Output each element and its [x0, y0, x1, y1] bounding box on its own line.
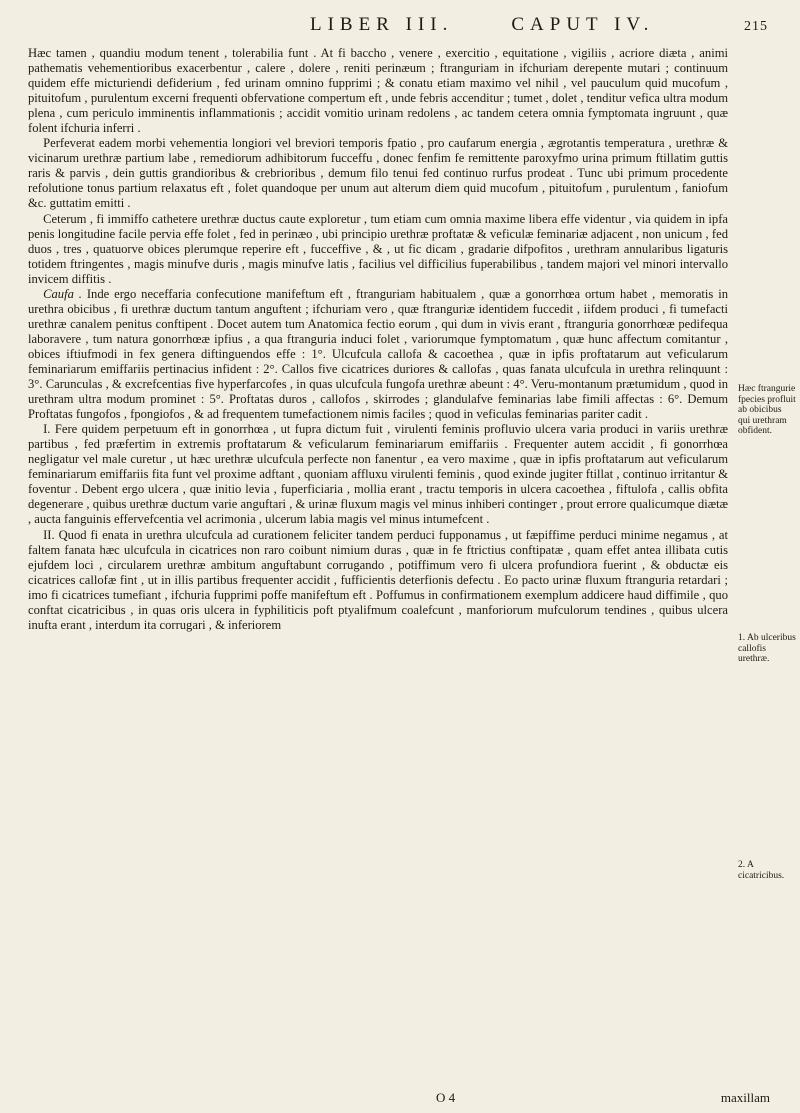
- paragraph-1: Hæc tamen , quandiu modum tenent , tolerabilia funt . At fi baccho , venere , exercitio , equitatione , vigiliis , acriore diæta , animi pathematis vehementioribus exacerbentur , calere , dolere , reniti perinæum ; ftranguriam in ifchuriam derepente mutari ; continuum quidem effe micturiendi defiderium , fed urinam omnino fupprimi ; & conatu etiam maximo vel nihil , vel pauculum quid mucofum , pituitofum , purulentum excerni frequenti obfervatione compertum eft , unde febris accenditur ; tumet , dolet , tenditur vefica ultra modum plena , cum periculo imminentis inflammationis ; accidit vomitio urinam redolens , ac tandem cetera omnia fymptomata ingruunt , quæ folent ifchuria inferri .: [28, 46, 728, 136]
- catchword: maxillam: [720, 1090, 770, 1105]
- running-header: [48, 14, 768, 36]
- page-number: 215: [744, 19, 768, 34]
- signature-mark: O 4: [436, 1090, 456, 1105]
- chapter-title: CAPUT IV.: [511, 14, 655, 35]
- paragraph-causa: Caufa . Inde ergo neceffaria confecutione manifeftum eft , ftranguriam habitualem , quæ a gonorrhœa ortum habet , memoratis in urethra obicibus , fi urethræ ductum tantum anguftent ; ifchuriam vero , quæ ftranguriæ identidem fuccedit , iifdem produci , fi tumefacti urethræ canalem penitus conftipent . Docet autem tum Anatomica fectio eorum , qui dum in vivis erant , ftranguria gonorrhœæ pedifequa laboravere , tum natura gonorrhœæ ipfius , a qua ftranguria induci folet , variorumque fymptomatum , quæ hunc affectum comitantur , obices iftiufmodi in fex genera diftinguendos effe : 1°. Ulcufcula callofa & cacoethea , quæ in ipfis proftatarum aut veficularum feminariarum emiffariis pertinacius infident : 2°. Callos five cicatrices duriores & callofas , quas fanata ulcufcula in urethra relinquunt : 3°. Carunculas , & excrefcentias five hyperfarcofes , in quas ulcufcula fungofa urethræ abeunt : 4°. Veru-montanum prætumidum , quod in urethram ultra modum prominet : 5°. Proftatas duros , callofos , skirrodes ; glandulafve feminarias labe fimili affectas : 6°. Demum Proftatas fungofos , fpongiofos , & ad frequentem tumefactionem nimis faciles ; quod in veficulas feminarias pariter cadit .: [28, 286, 728, 422]
- section-label-causa: Caufa .: [43, 286, 82, 301]
- paragraph-2: Perfeverat eadem morbi vehementia longiori vel breviori temporis fpatio , pro caufarum energia , ægrotantis temperatura , urethræ & vicinarum urethræ partium labe , remediorum adhibitorum fucceffu , donec fenfim fe remittente paroxyfmo urina primum ftillatim guttis raris & parvis , dein guttis grandioribus & crebrioribus , demum filo tenui fed continuo rurfus prodeat . Tunc ubi primum procedente refolutione tonus partium relaxatus eft , folet quandoque per unum aut alterum diem quid mucofum , pituitofum , purulentum , faniofum &c. guttatim emitti .: [28, 136, 728, 211]
- margin-note-ulceribus: 1. Ab ulceribus callofis urethræ.: [738, 633, 796, 664]
- margin-note-obices: Hæc ftrangurie fpecies profluit ab obicibus qui urethram obfident.: [738, 384, 796, 436]
- paragraph-II: II. Quod fi enata in urethra ulcufcula ad curationem feliciter tandem perduci fupponamus , ut fæpiffime perduci minime negamus , at faltem fanata hæc ulcufcula in cicatrices non raro coibunt nimium duras , quæ in fe ftrictius conftipatæ , quam effet antea illibata cutis ejufdem loci , circularem urethræ ambitum anguftabunt corrugando , potiffimum vero fi ulcera profundiora fuerint , & obductæ eis cicatrices callofæ fint , ut in illis partibus frequenter accidit , fufficientis deterfionis defectu . Eo pacto urinæ fluxum ftranguria retardari ; imo fi cicatrices tumefiant , ifchuria fupprimi poffe manifeftum eft . Poffumus in confirmationem exemplum addicere haud diffimile , quo conftat cicatricibus , in quas oris ulcera in fyphiliticis poft ptyalifmum coalefcunt , manforiorum mufculorum tendines , quibus ulcera inufta erant , interdum ita corrugari , & inferiorem: [28, 527, 728, 632]
- paragraph-I: I. Fere quidem perpetuum eft in gonorrhœa , ut fupra dictum fuit , virulenti feminis profluvio ulcera varia produci in variis urethræ partibus , fed præfertim in extremis proftatarum & veficularum feminariarum emiffariis . Frequenter autem accidit , fi gonorrhœa negligatur vel male curetur , ut hæc urethræ ulcufcula perfecte non fanentur , ea vero maxime , quæ in ipfis proftatarum aut veficularum feminariarum emiffariis fita funt vel proxime adftant , quoniam affluxu virulenti feminis , quod exinde jugiter ftillat , continuo irritantur & foventur . Debent ergo ulcera , quæ initio levia , fuperficiaria , mollia erant , tractu temporis in ulcera cacoethea , fiftulofa , callis obfita degenerare , quibus urethræ ductum varie anguftari , & urinæ fluxum magis vel minus inhiberi contingeт , prout errore qualicumque diætæ , aucta fanguinis effervefcentia vel acrimonia , ulcerum labia magis vel minus intumefcent .: [28, 422, 728, 527]
- book-title: LIBER III.: [310, 14, 454, 35]
- margin-note-cicatricibus: 2. A cicatricibus.: [738, 860, 785, 881]
- paragraph-3: Ceterum , fi immiffo cathetere urethræ ductus caute exploretur , tum etiam cum omnia maxime libera effe videntur , via quidem in ipfa penis longitudine facile pervia effe folet , fed in perinæo , ubi principio urethræ proftatæ & veficulæ feminariæ adjacent , non unicum , fed duos , tres , quatuorve obices plerumque reperire eft , fucceffive , & , ut fic dicam , gradarie difpofitos , urethram annularibus ligaturis totidem ftringentes , magis minufve duris , magis minufve latis , facilius vel difficilius fuperabilibus , tandem majori vel minori intervallo invicem diffitis .: [28, 211, 728, 286]
- main-text: [28, 46, 728, 1086]
